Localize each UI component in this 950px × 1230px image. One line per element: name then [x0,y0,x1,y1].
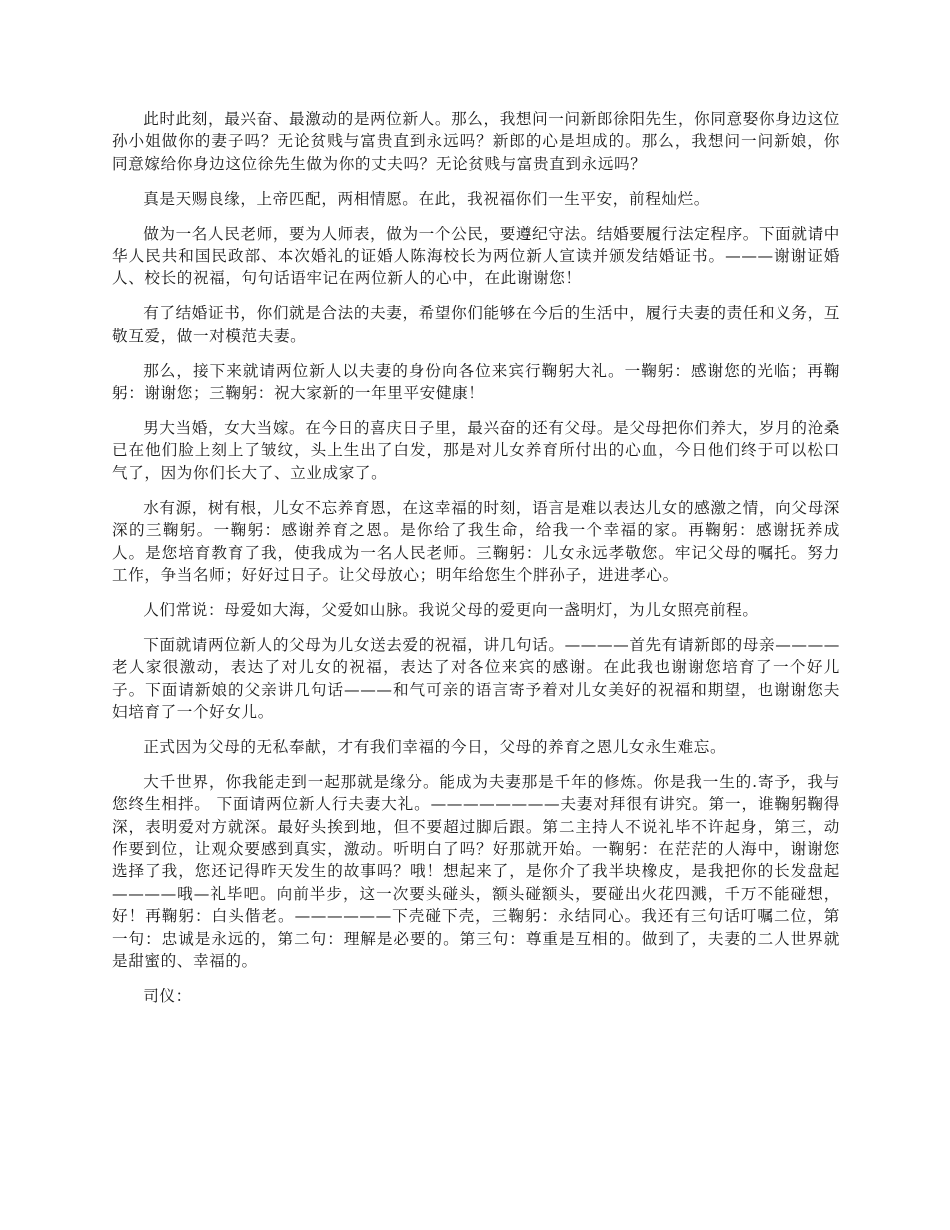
paragraph-7: 水有源，树有根，儿女不忘养育恩，在这幸福的时刻，语言是难以表达儿女的感激之情，向父母深深的三鞠躬。一鞠躬：感谢养育之恩。是你给了我生命，给我一个幸福的家。再鞠躬：感谢抚养成人。是您培育教育了我，使我成为一名人民老师。三鞠躬：儿女永远孝敬您。牢记父母的嘱托。努力工作，争当名师；好好过日子。让父母放心；明年给您生个胖孙子，进进孝心。 [112,498,840,584]
paragraph-11: 大千世界，你我能走到一起那就是缘分。能成为夫妻那是千年的修炼。你是我一生的.寄予，我与您终生相拌。 下面请两位新人行夫妻大礼。————————夫妻对拜很有讲究。第一，谁鞠躬鞠得深，表明爱对方就深。最好头挨到地，但不要超过脚后跟。第二主持人不说礼毕不许起身，第三，动作要到位，让观众要感到真实，激动。听明白了吗？好那就开始。一鞠躬：在茫茫的人海中，谢谢您选择了我，您还记得昨天发生的故事吗？哦！想起来了，是你介了我半块橡皮，是我把你的长发盘起————哦—礼毕吧。向前半步，这一次要头碰头，额头碰额头，要碰出火花四溅，千万不能碰想，好！再鞠躬：白头偕老。——————下壳碰下壳，三鞠躬：永结同心。我还有三句话叮嘱二位，第一句：忠诚是永远的，第二句：理解是必要的。第三句：尊重是互相的。做到了，夫妻的二人世界就是甜蜜的、幸福的。 [112,772,840,970]
paragraph-6: 男大当婚，女大当嫁。在今日的喜庆日子里，最兴奋的还有父母。是父母把你们养大，岁月的沧桑已在他们脸上刻上了皱纹，头上生出了白发，那是对儿女养育所付出的心血，今日他们终于可以松口气了，因为你们长大了、立业成家了。 [112,418,840,482]
paragraph-4: 有了结婚证书，你们就是合法的夫妻，希望你们能够在今后的生活中，履行夫妻的责任和义务，互敬互爱，做一对模范夫妻。 [112,304,840,345]
paragraph-10: 正式因为父母的无私奉献，才有我们幸福的今日，父母的养育之恩儿女永生难忘。 [143,737,727,756]
paragraph-12: 司仪： [143,986,192,1005]
document-body [112,108,840,1020]
paragraph-3: 做为一名人民老师，要为人师表，做为一个公民，要遵纪守法。结婚要履行法定程序。下面就请中华人民共和国民政部、本次婚礼的证婚人陈海校长为两位新人宣读并颁发结婚证书。———谢谢证婚人、校长的祝福，句句话语牢记在两位新人的心中，在此谢谢您！ [112,224,840,288]
paragraph-8: 人们常说：母爱如大海，父爱如山脉。我说父母的爱更向一盏明灯，为儿女照亮前程。 [143,600,759,619]
paragraph-1: 此时此刻，最兴奋、最激动的是两位新人。那么，我想问一问新郎徐阳先生，你同意娶你身边这位孙小姐做你的妻子吗？无论贫贱与富贵直到永远吗？新郎的心是坦成的。那么，我想问一问新娘，你同意嫁给你身边这位徐先生做为你的丈夫吗？无论贫贱与富贵直到永远吗？ [112,110,840,173]
paragraph-9: 下面就请两位新人的父母为儿女送去爱的祝福，讲几句话。————首先有请新郎的母亲————老人家很激动，表达了对儿女的祝福，表达了对各位来宾的感谢。在此我也谢谢您培育了一个好儿子。下面请新娘的父亲讲几句话———和气可亲的语言寄予着对儿女美好的祝福和期望，也谢谢您夫妇培育了一个好女儿。 [112,635,840,721]
paragraph-5: 那么，接下来就请两位新人以夫妻的身份向各位来宾行鞠躬大礼。一鞠躬：感谢您的光临；再鞠躬：谢谢您；三鞠躬：祝大家新的一年里平安健康！ [112,361,840,403]
paragraph-2: 真是天赐良缘，上帝匹配，两相情愿。在此，我祝福你们一生平安，前程灿烂。 [143,189,710,208]
